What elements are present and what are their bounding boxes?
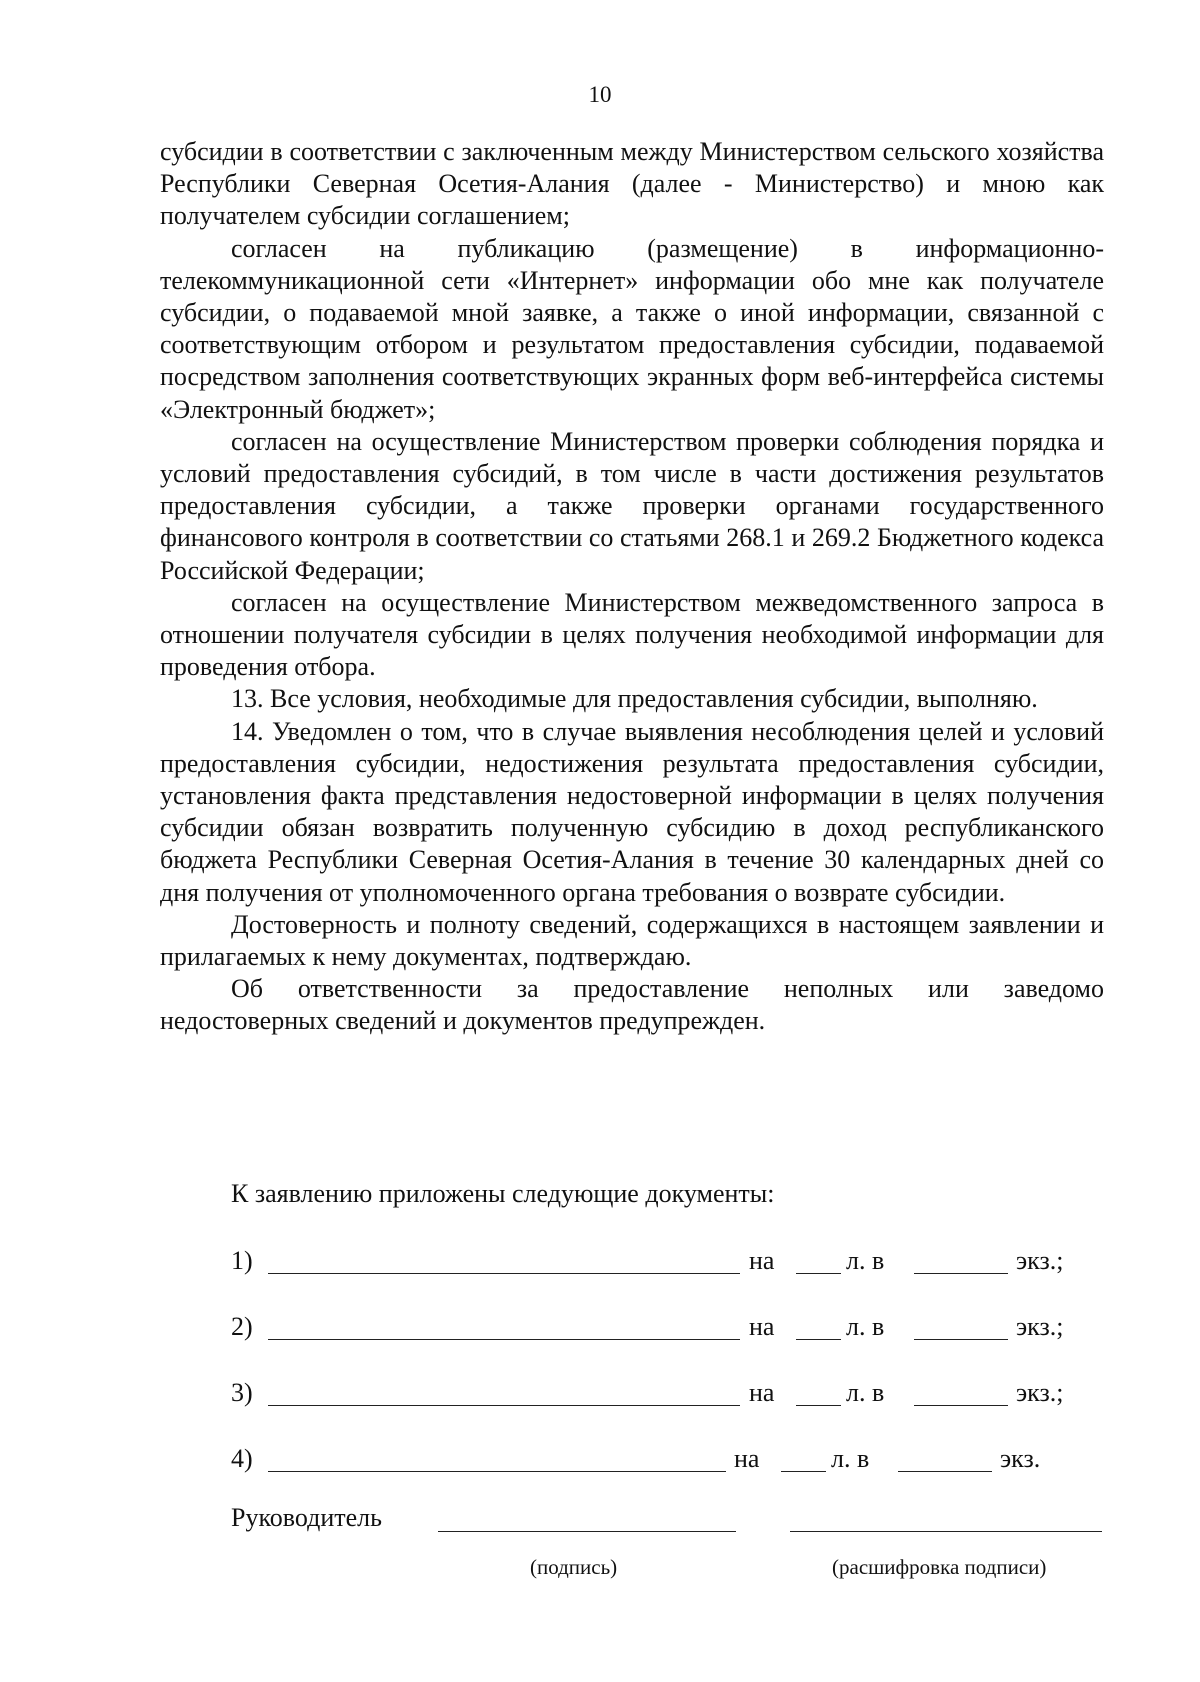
paragraph: Об ответственности за предоставление неполных или заведомо недостоверных сведений и документов предупрежден. (160, 974, 1104, 1036)
sheets-count-line[interactable] (781, 1471, 826, 1472)
attachment-on-label: на (749, 1246, 775, 1275)
signature-decoding-caption: (расшифровка подписи) (832, 1555, 1047, 1579)
attachment-number: 2) (231, 1312, 253, 1341)
attachments-intro: К заявлению приложены следующие документы: (231, 1179, 775, 1208)
attachment-row (231, 1311, 1071, 1345)
paragraph: согласен на публикацию (размещение) в информационно-телекоммуникационной сети «Интернет» информации обо мне как получателе субсидии, о подаваемой мной заявке, а также о иной информации, связанной с соответствующим отбором и результатом предоставления субсидии, подаваемой посредством заполнения соответствующих экранных форм веб-интерфейса системы «Электронный бюджет»; (160, 233, 1104, 424)
signature-decoding-line[interactable] (790, 1531, 1102, 1532)
attachment-on-label: на (749, 1312, 775, 1341)
attachment-copies-label: экз.; (1016, 1312, 1064, 1341)
attachment-title-line[interactable] (268, 1471, 726, 1472)
attachment-number: 3) (231, 1378, 253, 1407)
signature-line[interactable] (438, 1531, 736, 1532)
body-text (160, 136, 1104, 1038)
paragraph: согласен на осуществление Министерством межведомственного запроса в отношении получателя субсидии в целях получения необходимой информации для проведения отбора. (160, 587, 1104, 682)
attachment-copies-label: экз.; (1016, 1378, 1064, 1407)
attachment-on-label: на (749, 1378, 775, 1407)
attachment-sheets-label: л. в (846, 1378, 885, 1407)
signatory-role: Руководитель (231, 1503, 382, 1532)
paragraph: 13. Все условия, необходимые для предоставления субсидии, выполняю. (231, 684, 1038, 714)
attachment-number: 1) (231, 1246, 253, 1275)
attachment-sheets-label: л. в (846, 1312, 885, 1341)
sheets-count-line[interactable] (796, 1405, 841, 1406)
copies-count-line[interactable] (914, 1273, 1008, 1274)
attachment-row (231, 1377, 1071, 1411)
page-number: 10 (588, 82, 612, 107)
paragraph: 14. Уведомлен о том, что в случае выявления несоблюдения целей и условий предоставления субсидии, недостижения результата предоставления субсидии, установления факта представления недостоверной информации в целях получения субсидии обязан возвратить полученную субсидию в доход республиканского бюджета Республики Северная Осетия-Алания в течение 30 календарных дней со дня получения от уполномоченного органа требования о возврате субсидии. (160, 716, 1104, 907)
attachment-title-line[interactable] (268, 1405, 740, 1406)
paragraph: субсидии в соответствии с заключенным между Министерством сельского хозяйства Республики Северная Осетия-Алания (далее - Министерство) и мною как получателем субсидии соглашением; (160, 137, 1104, 231)
copies-count-line[interactable] (914, 1405, 1008, 1406)
paragraph: Достоверность и полноту сведений, содержащихся в настоящем заявлении и прилагаемых к нему документах, подтверждаю. (160, 909, 1104, 972)
attachment-row (231, 1443, 1071, 1477)
attachment-title-line[interactable] (268, 1339, 740, 1340)
attachment-number: 4) (231, 1444, 253, 1473)
attachment-sheets-label: л. в (831, 1444, 870, 1473)
attachment-sheets-label: л. в (846, 1246, 885, 1275)
attachment-on-label: на (734, 1444, 760, 1473)
attachment-copies-label: экз.; (1016, 1246, 1064, 1275)
copies-count-line[interactable] (914, 1339, 1008, 1340)
attachment-copies-label: экз. (1000, 1444, 1041, 1473)
attachment-title-line[interactable] (268, 1273, 740, 1274)
attachment-row (231, 1245, 1071, 1279)
paragraph: согласен на осуществление Министерством проверки соблюдения порядка и условий предоставления субсидий, в том числе в части достижения результатов предоставления субсидии, а также проверки органами государственного финансового контроля в соответствии со статьями 268.1 и 269.2 Бюджетного кодекса Российской Федерации; (160, 426, 1104, 585)
sheets-count-line[interactable] (796, 1339, 841, 1340)
sheets-count-line[interactable] (796, 1273, 841, 1274)
signature-caption: (подпись) (530, 1555, 618, 1579)
copies-count-line[interactable] (898, 1471, 992, 1472)
